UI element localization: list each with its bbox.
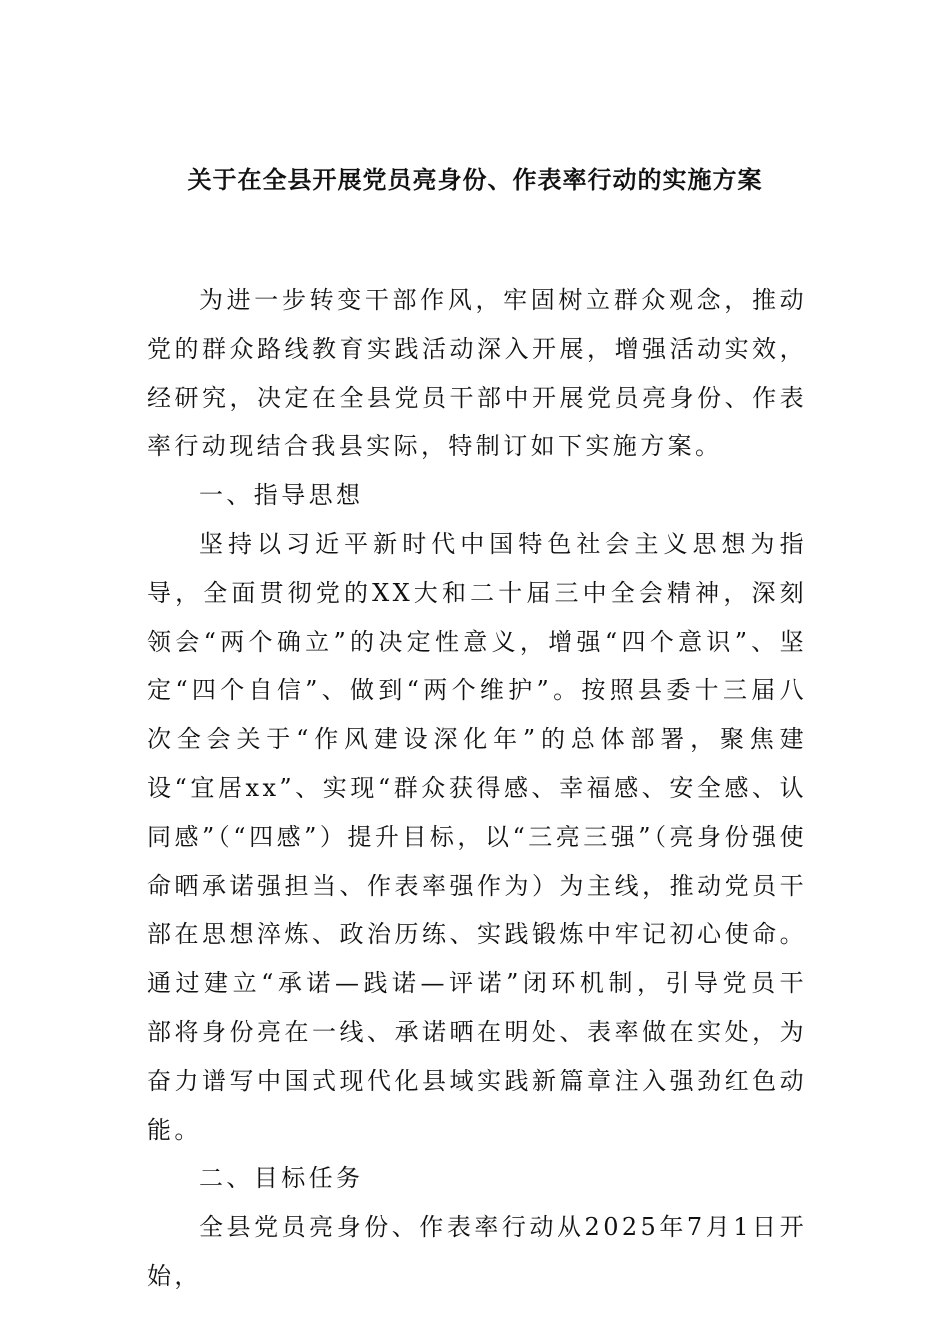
section-heading-guiding-ideology: 一、指导思想 (199, 481, 364, 510)
document-title: 关于在全县开展党员亮身份、作表率行动的实施方案 (187, 165, 763, 194)
guiding-ideology-paragraph: 坚持以习近平新时代中国特色社会主义思想为指导，全面贯彻党的XX大和二十届三中全会精神，深刻领会“两个确立”的决定性意义，增强“四个意识”、坚定“四个自信”、做到“两个维护”。按照县委十三届八次全会关于“作风建设深化年”的总体部署，聚焦建设“宜居xx”、实现“群众获得感、幸福感、安全感、认同感”（“四感”）提升目标，以“三亮三强”（亮身份强使命晒承诺强担当、作表率强作为）为主线，推动党员干部在思想淬炼、政治历练、实践锻炼中牢记初心使命。通过建立“承诺—践诺—评诺”闭环机制，引导党员干部将身份亮在一线、承诺晒在明处、表率做在实处，为奋力谱写中国式现代化县域实践新篇章注入强劲红色动能。 (147, 529, 807, 1144)
document-body (147, 276, 807, 1301)
intro-paragraph: 为进一步转变干部作风，牢固树立群众观念，推动党的群众路线教育实践活动深入开展，增强活动实效，经研究，决定在全县党员干部中开展党员亮身份、作表率行动现结合我县实际，特制订如下实施方案。 (147, 286, 807, 461)
goals-tasks-paragraph: 全县党员亮身份、作表率行动从2025年7月1日开始， (147, 1213, 807, 1290)
section-heading-goals-tasks: 二、目标任务 (199, 1164, 364, 1193)
